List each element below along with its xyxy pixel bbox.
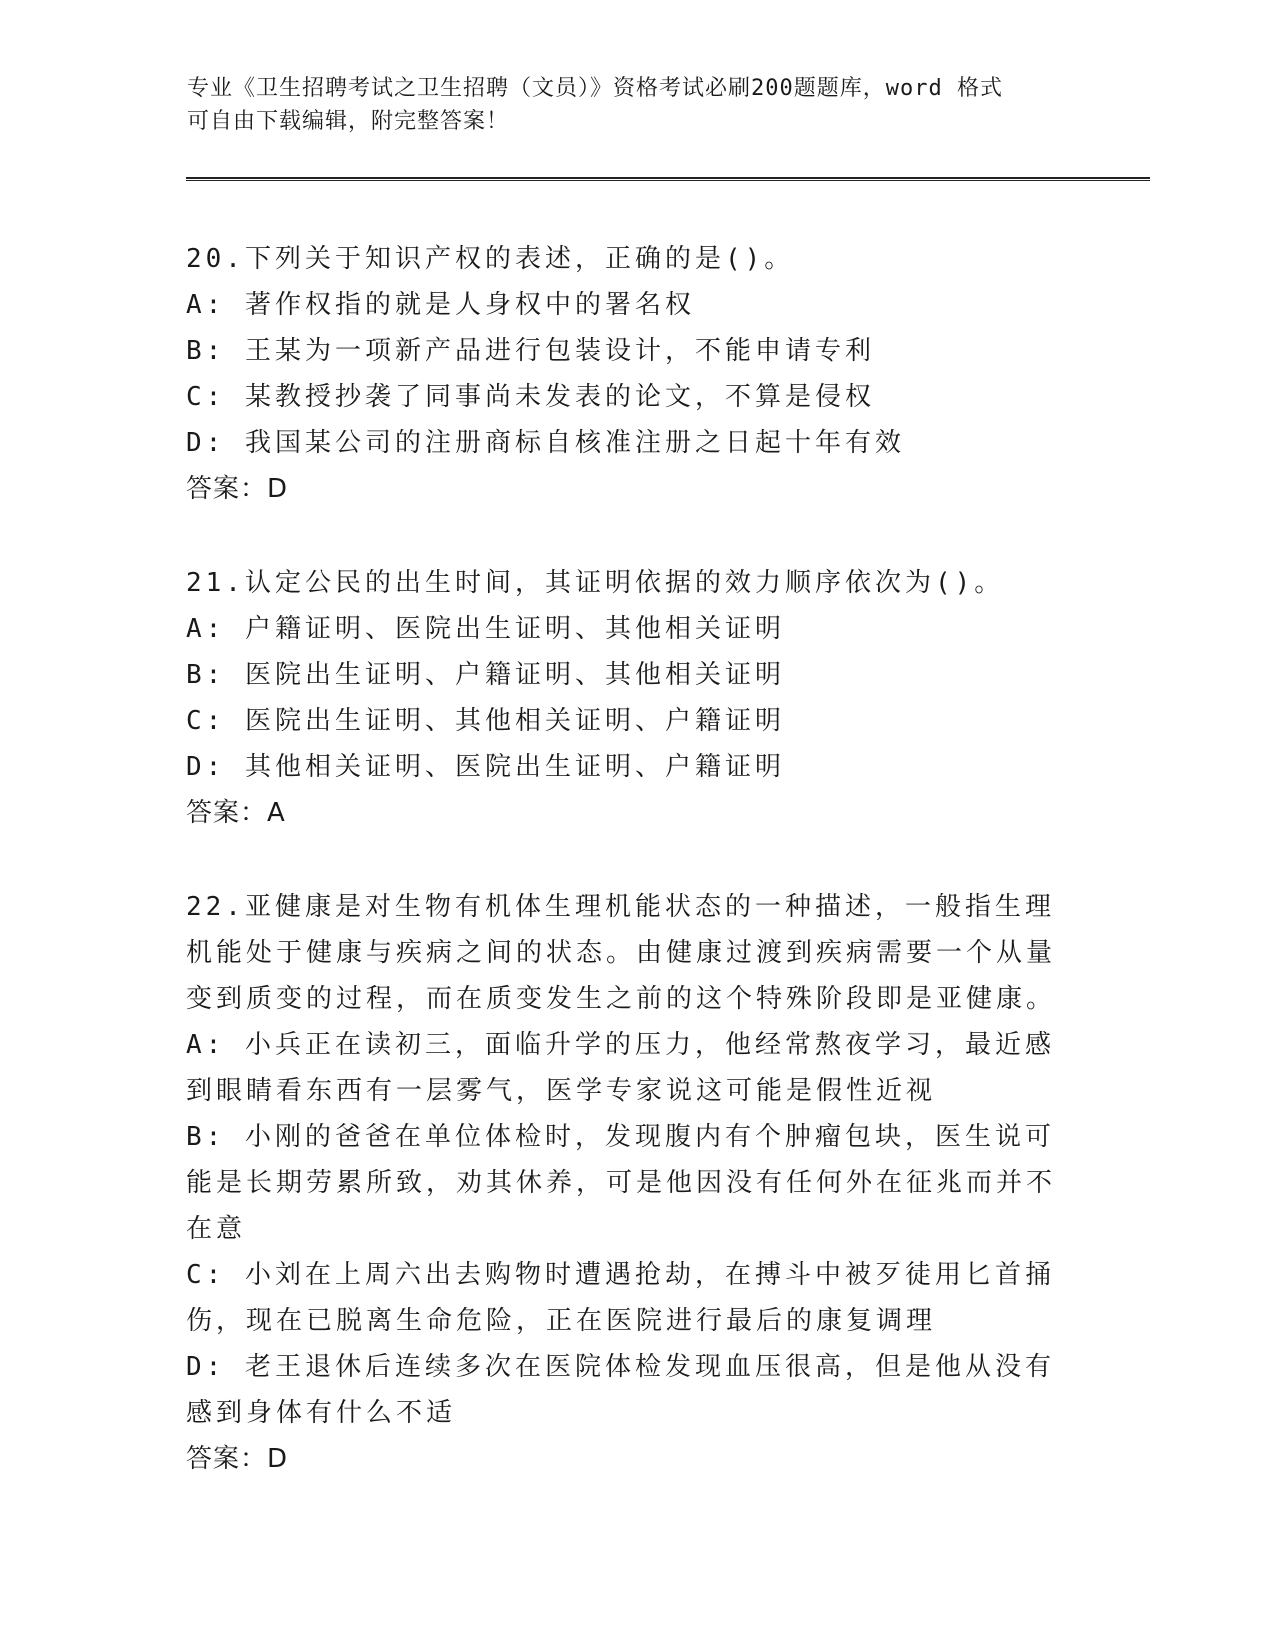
question-21 [186, 560, 1066, 836]
option-a: A: 户籍证明、医院出生证明、其他相关证明 [186, 614, 785, 644]
option-c: C: 小刘在上周六出去购物时遭遇抢劫，在搏斗中被歹徒用匕首捅伤，现在已脱离生命危险，正在医院进行最后的康复调理 [186, 1260, 1055, 1336]
option-b: B: 医院出生证明、户籍证明、其他相关证明 [186, 660, 785, 690]
option-a: A: 著作权指的就是人身权中的署名权 [186, 290, 695, 320]
document-header [187, 72, 1067, 138]
question-list [186, 236, 1066, 1530]
question-22 [186, 884, 1066, 1482]
option-b: B: 王某为一项新产品进行包装设计，不能申请专利 [186, 336, 875, 366]
option-a: A: 小兵正在读初三，面临升学的压力，他经常熬夜学习，最近感到眼睛看东西有一层雾气，医学专家说这可能是假性近视 [186, 1030, 1055, 1106]
answer: 答案：D [186, 474, 289, 504]
answer: 答案：A [186, 798, 286, 828]
question-stem: 22.亚健康是对生物有机体生理机能状态的一种描述，一般指生理机能处于健康与疾病之间的状态。由健康过渡到疾病需要一个从量变到质变的过程，而在质变发生之前的这个特殊阶段即是亚健康。 [186, 892, 1057, 1014]
header-divider [186, 177, 1150, 181]
question-stem: 21.认定公民的出生时间，其证明依据的效力顺序依次为()。 [186, 568, 1005, 598]
question-stem: 20.下列关于知识产权的表述，正确的是()。 [186, 244, 795, 274]
option-d: D: 老王退休后连续多次在医院体检发现血压很高，但是他从没有感到身体有什么不适 [186, 1352, 1055, 1428]
answer: 答案：D [186, 1444, 289, 1474]
option-d: D: 其他相关证明、医院出生证明、户籍证明 [186, 752, 785, 782]
option-c: C: 医院出生证明、其他相关证明、户籍证明 [186, 706, 785, 736]
header-line-1: 专业《卫生招聘考试之卫生招聘（文员）》资格考试必刷200题题库，word 格式 [187, 76, 1003, 101]
option-b: B: 小刚的爸爸在单位体检时，发现腹内有个肿瘤包块，医生说可能是长期劳累所致，劝其休养，可是他因没有任何外在征兆而并不在意 [186, 1122, 1057, 1244]
header-line-2: 可自由下载编辑，附完整答案！ [187, 109, 510, 134]
option-d: D: 我国某公司的注册商标自核准注册之日起十年有效 [186, 428, 905, 458]
option-c: C: 某教授抄袭了同事尚未发表的论文，不算是侵权 [186, 382, 875, 412]
question-20 [186, 236, 1066, 512]
